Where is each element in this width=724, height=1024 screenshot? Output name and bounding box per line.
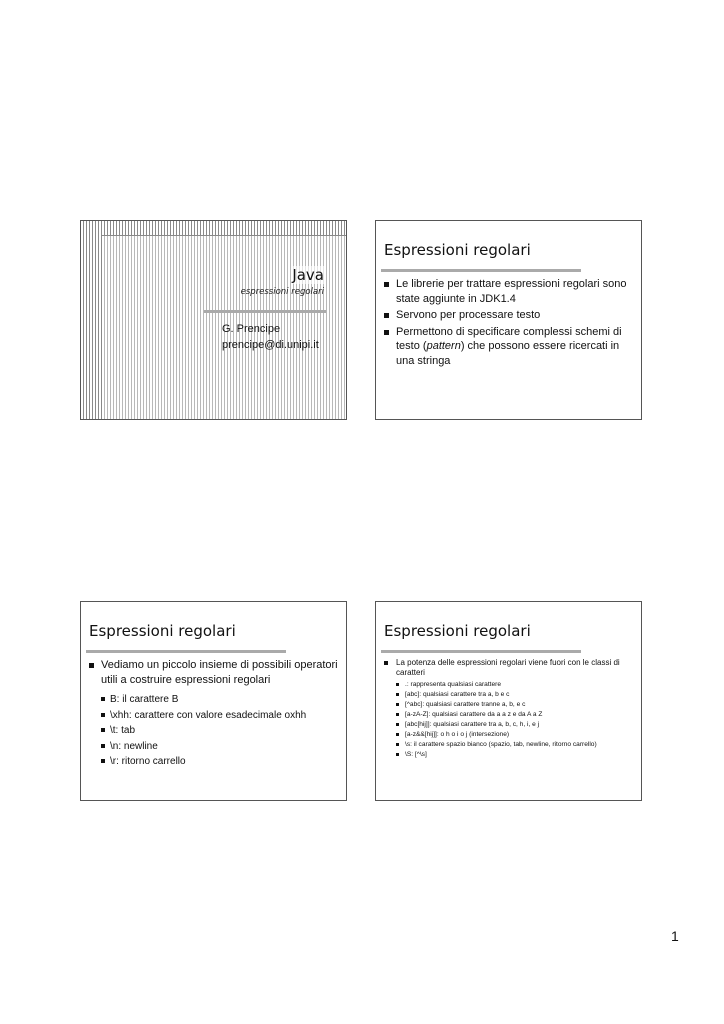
bullet-item [89, 658, 340, 770]
slide-character-classes [375, 601, 642, 801]
bullet-item [384, 325, 635, 369]
bullet-italic-term: pattern [426, 340, 461, 352]
bullet-text: La potenza delle espressioni regolari viene fuori con le classi di caratteri [396, 658, 620, 677]
bullet-item [384, 658, 635, 760]
sub-bullet-item: \r: ritorno carrello [101, 754, 340, 770]
slide-heading: Espressioni regolari [89, 622, 236, 640]
slide-title-java [80, 220, 347, 420]
bullet-text: ) che possono essere ricercati in una stringa [396, 340, 620, 367]
presentation-title: Java [292, 266, 324, 284]
slide-heading: Espressioni regolari [384, 241, 531, 259]
bullet-list [384, 658, 635, 760]
sub-bullet-list [396, 680, 635, 760]
sub-bullet-list [101, 692, 340, 770]
slide-heading: Espressioni regolari [384, 622, 531, 640]
bullet-item: Le librerie per trattare espressioni regolari sono state aggiunte in JDK1.4 [384, 277, 635, 306]
sub-bullet-item: \n: newline [101, 739, 340, 755]
heading-divider [381, 650, 581, 653]
bullet-text: Permettono di specificare complessi schemi di testo ( [396, 325, 622, 352]
sub-bullet-item: B: il carattere B [101, 692, 340, 708]
title-divider [204, 310, 326, 313]
bullet-list [89, 658, 340, 770]
sub-bullet-item: \xhh: carattere con valore esadecimale oxhh [101, 708, 340, 724]
sub-bullet-item: [abc]: qualsiasi carattere tra a, b e c [396, 690, 635, 700]
sub-bullet-item: [abc[hij]]: qualsiasi carattere tra a, b, c, h, i, e j [396, 720, 635, 730]
title-panel [101, 235, 346, 419]
slide-intro [375, 220, 642, 420]
bullet-list [384, 277, 635, 370]
bullet-item: Servono per processare testo [384, 308, 635, 323]
sub-bullet-item: [a-z&&[hij]]: o h o i o j (intersezione) [396, 730, 635, 740]
presentation-subtitle: espressioni regolari [240, 287, 324, 297]
page-number: 1 [671, 928, 679, 944]
sub-bullet-item: \s: il carattere spazio bianco (spazio, tab, newline, ritorno carrello) [396, 740, 635, 750]
heading-divider [381, 269, 581, 272]
slide-operators [80, 601, 347, 801]
sub-bullet-item: \t: tab [101, 723, 340, 739]
sub-bullet-item: \S: [^\s] [396, 750, 635, 760]
author-email: prencipe@di.unipi.it [222, 339, 319, 351]
bullet-text: Vediamo un piccolo insieme di possibili operatori utili a costruire espressioni regolari [101, 659, 338, 686]
author-name: G. Prencipe [222, 323, 281, 335]
sub-bullet-item: .: rappresenta qualsiasi carattere [396, 680, 635, 690]
heading-divider [86, 650, 286, 653]
author-block [222, 321, 319, 353]
sub-bullet-item: [^abc]: qualsiasi carattere tranne a, b, e c [396, 700, 635, 710]
sub-bullet-item: [a-zA-Z]: qualsiasi carattere da a a z e da A a Z [396, 710, 635, 720]
